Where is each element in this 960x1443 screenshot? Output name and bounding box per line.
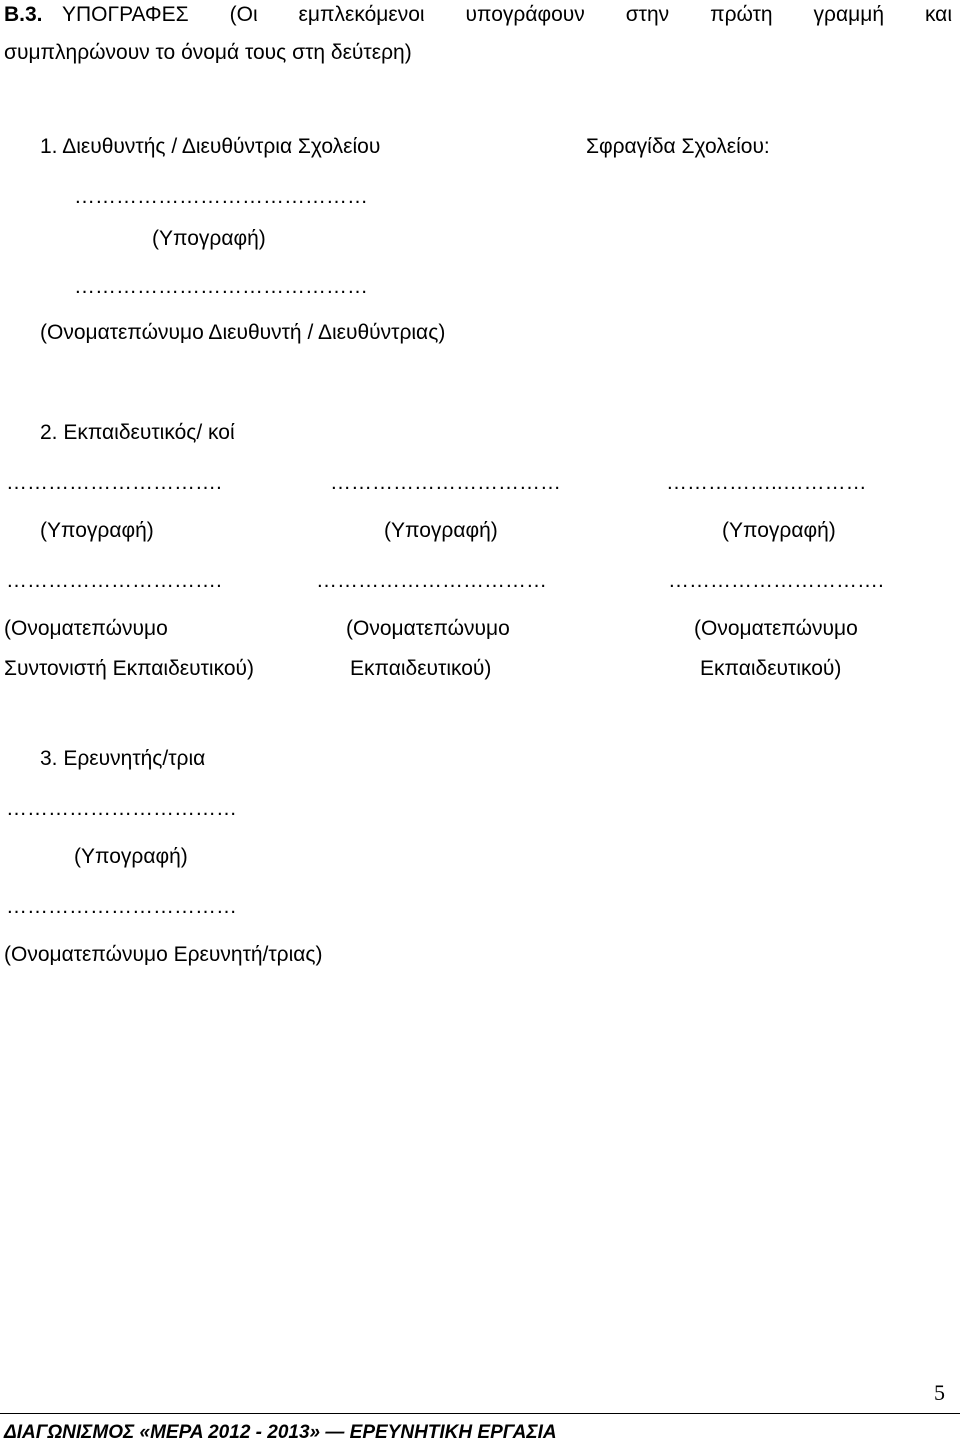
teachers-title: 2. Εκπαιδευτικός/ κοί [40,421,235,444]
teacher-3-name-caption-line-2: Εκπαιδευτικού) [700,657,842,680]
section-heading-line-1: ΥΠΟΓΡΑΦΕΣ (Οι εμπλεκόμενοι υπογράφουν στην πρώτη γραμμή και [62,3,952,26]
teacher-2-signature-line[interactable]: …………………………… [330,471,561,494]
principal-name-line[interactable]: …………………………………… [74,275,368,298]
teacher-3-name-line[interactable]: …………………………. [668,569,884,592]
school-stamp-label: Σφραγίδα Σχολείου: [586,135,770,158]
principal-signature-caption: (Υπογραφή) [152,227,266,250]
teacher-1-name-caption-line-2: Συντονιστή Εκπαιδευτικού) [4,657,254,680]
teacher-3-signature-line[interactable]: ……………..………… [666,471,867,494]
researcher-name-caption: (Ονοματεπώνυμο Ερευνητή/τριας) [4,943,323,966]
teacher-1-name-line[interactable]: …………………………. [6,569,222,592]
teacher-1-name-caption-line-1: (Ονοματεπώνυμο [4,617,168,640]
page-number: 5 [934,1380,945,1405]
teacher-1-signature-line[interactable]: …………………………. [6,471,222,494]
teacher-2-name-caption-line-2: Εκπαιδευτικού) [350,657,492,680]
section-heading-line-2: συμπληρώνουν το όνομά τους στη δεύτερη) [4,41,412,64]
teacher-1-signature-caption: (Υπογραφή) [40,519,154,542]
principal-name-caption: (Ονοματεπώνυμο Διευθυντή / Διευθύντριας) [40,321,446,344]
researcher-title: 3. Ερευνητής/τρια [40,747,206,770]
teacher-2-name-caption-line-1: (Ονοματεπώνυμο [346,617,510,640]
teacher-2-name-line[interactable]: …………………………… [316,569,547,592]
teacher-3-signature-caption: (Υπογραφή) [722,519,836,542]
researcher-signature-caption: (Υπογραφή) [74,845,188,868]
section-heading-prefix: Β.3. [4,3,43,26]
researcher-name-line[interactable]: …………………………… [6,895,237,918]
teacher-2-signature-caption: (Υπογραφή) [384,519,498,542]
teacher-3-name-caption-line-1: (Ονοματεπώνυμο [694,617,858,640]
principal-signature-line[interactable]: …………………………………… [74,185,368,208]
footer-text: ΔΙΑΓΩΝΙΣΜΟΣ «ΜΕΡΑ 2012 - 2013» — ΕΡΕΥΝΗΤΙΚΗ ΕΡΓΑΣΙΑ [4,1422,557,1443]
principal-title: 1. Διευθυντής / Διευθύντρια Σχολείου [40,135,381,158]
footer-rule [0,1413,960,1414]
researcher-signature-line[interactable]: …………………………… [6,797,237,820]
